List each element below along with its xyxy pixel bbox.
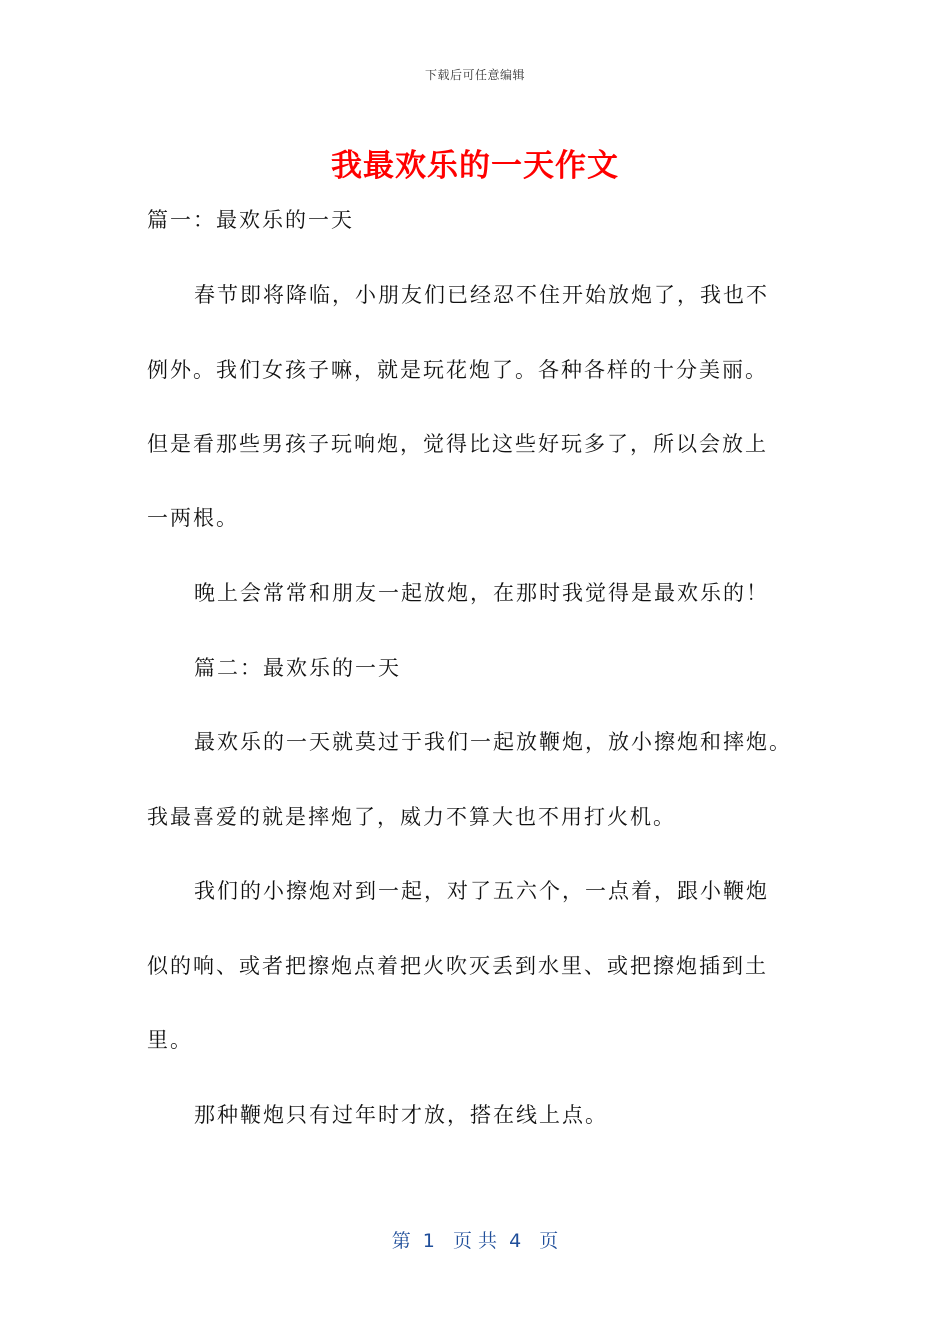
paragraph-line: 那种鞭炮只有过年时才放，搭在线上点。 (194, 1103, 608, 1127)
paragraph-line: 晚上会常常和朋友一起放炮，在那时我觉得是最欢乐的！ (194, 581, 769, 605)
section-heading-1: 篇一：最欢乐的一天 (147, 208, 354, 232)
document-title: 我最欢乐的一天作文 (331, 148, 619, 184)
paragraph-line: 我最喜爱的就是摔炮了，威力不算大也不用打火机。 (147, 805, 676, 829)
paragraph-line: 春节即将降临，小朋友们已经忍不住开始放炮了，我也不 (194, 283, 769, 307)
paragraph-line: 但是看那些男孩子玩响炮，觉得比这些好玩多了，所以会放上 (147, 432, 768, 456)
paragraph-line: 最欢乐的一天就莫过于我们一起放鞭炮，放小擦炮和摔炮。 (194, 730, 792, 754)
page-number-footer: 第 1 页 共 4 页 (391, 1230, 559, 1252)
paragraph-line: 似的响、或者把擦炮点着把火吹灭丢到水里、或把擦炮插到土 (147, 954, 768, 978)
section-heading-2: 篇二：最欢乐的一天 (194, 656, 401, 680)
paragraph-line: 我们的小擦炮对到一起，对了五六个，一点着，跟小鞭炮 (194, 879, 769, 903)
paragraph-line: 一两根。 (147, 506, 239, 530)
paragraph-line: 里。 (147, 1028, 193, 1052)
paragraph-line: 例外。我们女孩子嘛，就是玩花炮了。各种各样的十分美丽。 (147, 358, 768, 382)
header-note: 下载后可任意编辑 (424, 68, 525, 82)
